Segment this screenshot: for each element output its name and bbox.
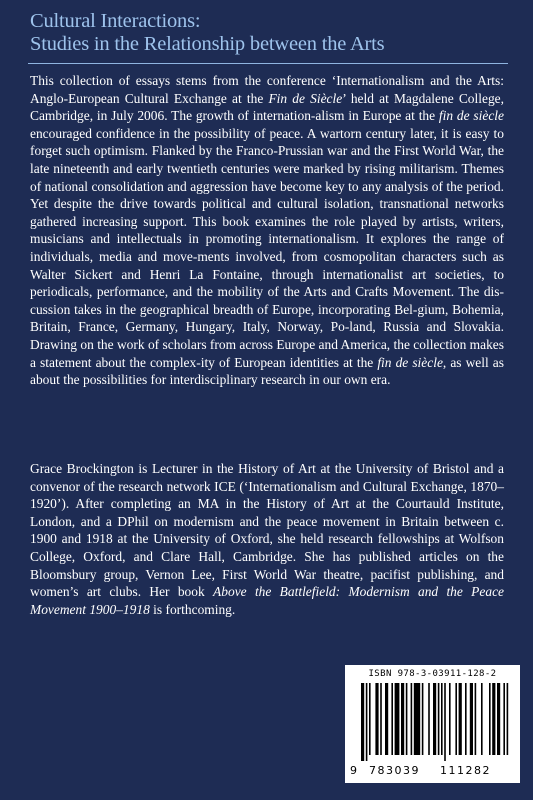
barcode-bar	[444, 683, 446, 761]
description-text: ’ held at Magdalene College, Cambridge, in July 2006. The growth of internation-alism in Europe at the	[30, 90, 504, 124]
series-title-line-2: Studies in the Relationship between the Arts	[30, 33, 385, 55]
barcode-bar	[470, 683, 473, 755]
barcode-bar	[369, 683, 371, 755]
description-italic: Fin de Siècle	[268, 90, 343, 106]
barcode-digits-right: 111282	[440, 764, 491, 777]
barcode-bar	[401, 683, 404, 755]
bio-text: is forthcoming.	[149, 601, 236, 617]
bio-text: Grace Brockington is Lecturer in the History of Art at the University of Bristol and a convenor of the research network ICE (‘Internationalism and Cultural Exchange, 1870–1920’). After completing an MA in the History of Art at the Courtauld Institute, London, and a DPhil on modernism and the peace movement in Britain between c. 1900 and 1918 at the University of Oxford, she held research fellowships at Wolfson College, Oxford, and Clare Hall, Cambridge. She has published articles on the Bloomsbury group, Vernon Lee, First World War theatre, pacifist publishing, and women’s art clubs. Her book	[30, 461, 504, 600]
barcode-bar	[455, 683, 457, 755]
barcode-bar	[385, 683, 388, 755]
barcode-bar	[507, 683, 509, 755]
barcode-bar	[406, 683, 408, 755]
barcode-bar	[411, 683, 413, 755]
barcode-bar	[492, 683, 495, 755]
description-text: This collection of essays stems from the conference ‘Internationalism and the Arts: Anglo-European Cultural Exchange at the	[30, 73, 504, 106]
title-divider	[28, 63, 508, 64]
barcode-bar	[395, 683, 400, 755]
barcode-bar	[481, 683, 483, 755]
barcode-digits-left: 783039	[369, 764, 420, 777]
barcode-bar	[433, 683, 436, 755]
description-italic: fin de siècle	[377, 354, 443, 370]
barcode-bar	[449, 683, 451, 755]
book-description	[30, 72, 504, 389]
barcode-bar	[414, 683, 420, 755]
series-title	[30, 10, 510, 56]
bio-book-title: Above the Battlefield: Modernism and the Peace Movement 1900–1918	[30, 584, 505, 617]
barcode-bar	[361, 683, 364, 761]
barcode-bar	[438, 683, 440, 755]
barcode-bar	[422, 683, 424, 755]
description-text: encouraged confidence in the possibility of peace. A wartorn century later, it is easy to forget such optimism. Flanked by the Franco-Prussian war and the First World War, the late nineteenth and early twentieth centuries were marked by rising militarism. Themes of national consolidation and aggression have become key to any analysis of the period. Yet despite the drive towards political and cultural isolation, transnational networks gathered increasing support. This book examines the role played by artists, writers, musicians and intellectuals in promoting internationalism. It explores the range of individuals, media and move-ments involved, from cosmopolitan characters such as Walter Sickert and Henri La Fontaine, through internationalist art societies, to periodicals, performance, and the mobility of the Arts and Crafts Movement. The dis-cussion takes in the geographical breadth of Europe, incorporating Bel-gium, Bohemia, Britain, France, Germany, Hungary, Italy, Norway, Po-land, Russia and Slovakia. Drawing on the work of scholars from across Europe and America, the collection makes a statement about the complex-ity of European identities at the	[30, 125, 504, 370]
barcode-bar	[380, 683, 382, 755]
barcode-bar	[375, 683, 378, 755]
barcode-bar	[475, 683, 477, 755]
barcode-digit-first: 9	[350, 764, 357, 777]
barcode-bar	[503, 683, 505, 755]
barcode-bar	[465, 683, 467, 755]
description-italic: fin de siècle	[438, 108, 504, 124]
barcode-bar	[428, 683, 430, 755]
barcode-bar	[459, 683, 462, 755]
barcode-bar	[441, 683, 443, 755]
series-title-line-1: Cultural Interactions:	[30, 10, 201, 32]
isbn-label: ISBN 978-3-03911-128-2	[368, 669, 497, 679]
author-biography	[30, 460, 504, 618]
isbn-barcode	[345, 665, 520, 783]
barcode-bar	[366, 683, 368, 761]
barcode-bar	[497, 683, 500, 755]
barcode-bar	[489, 683, 491, 755]
description-text: , as well as about the possibilities for interdisciplinary research in our own era.	[30, 354, 504, 388]
barcode-bar	[391, 683, 393, 755]
barcode-bars	[361, 683, 511, 761]
